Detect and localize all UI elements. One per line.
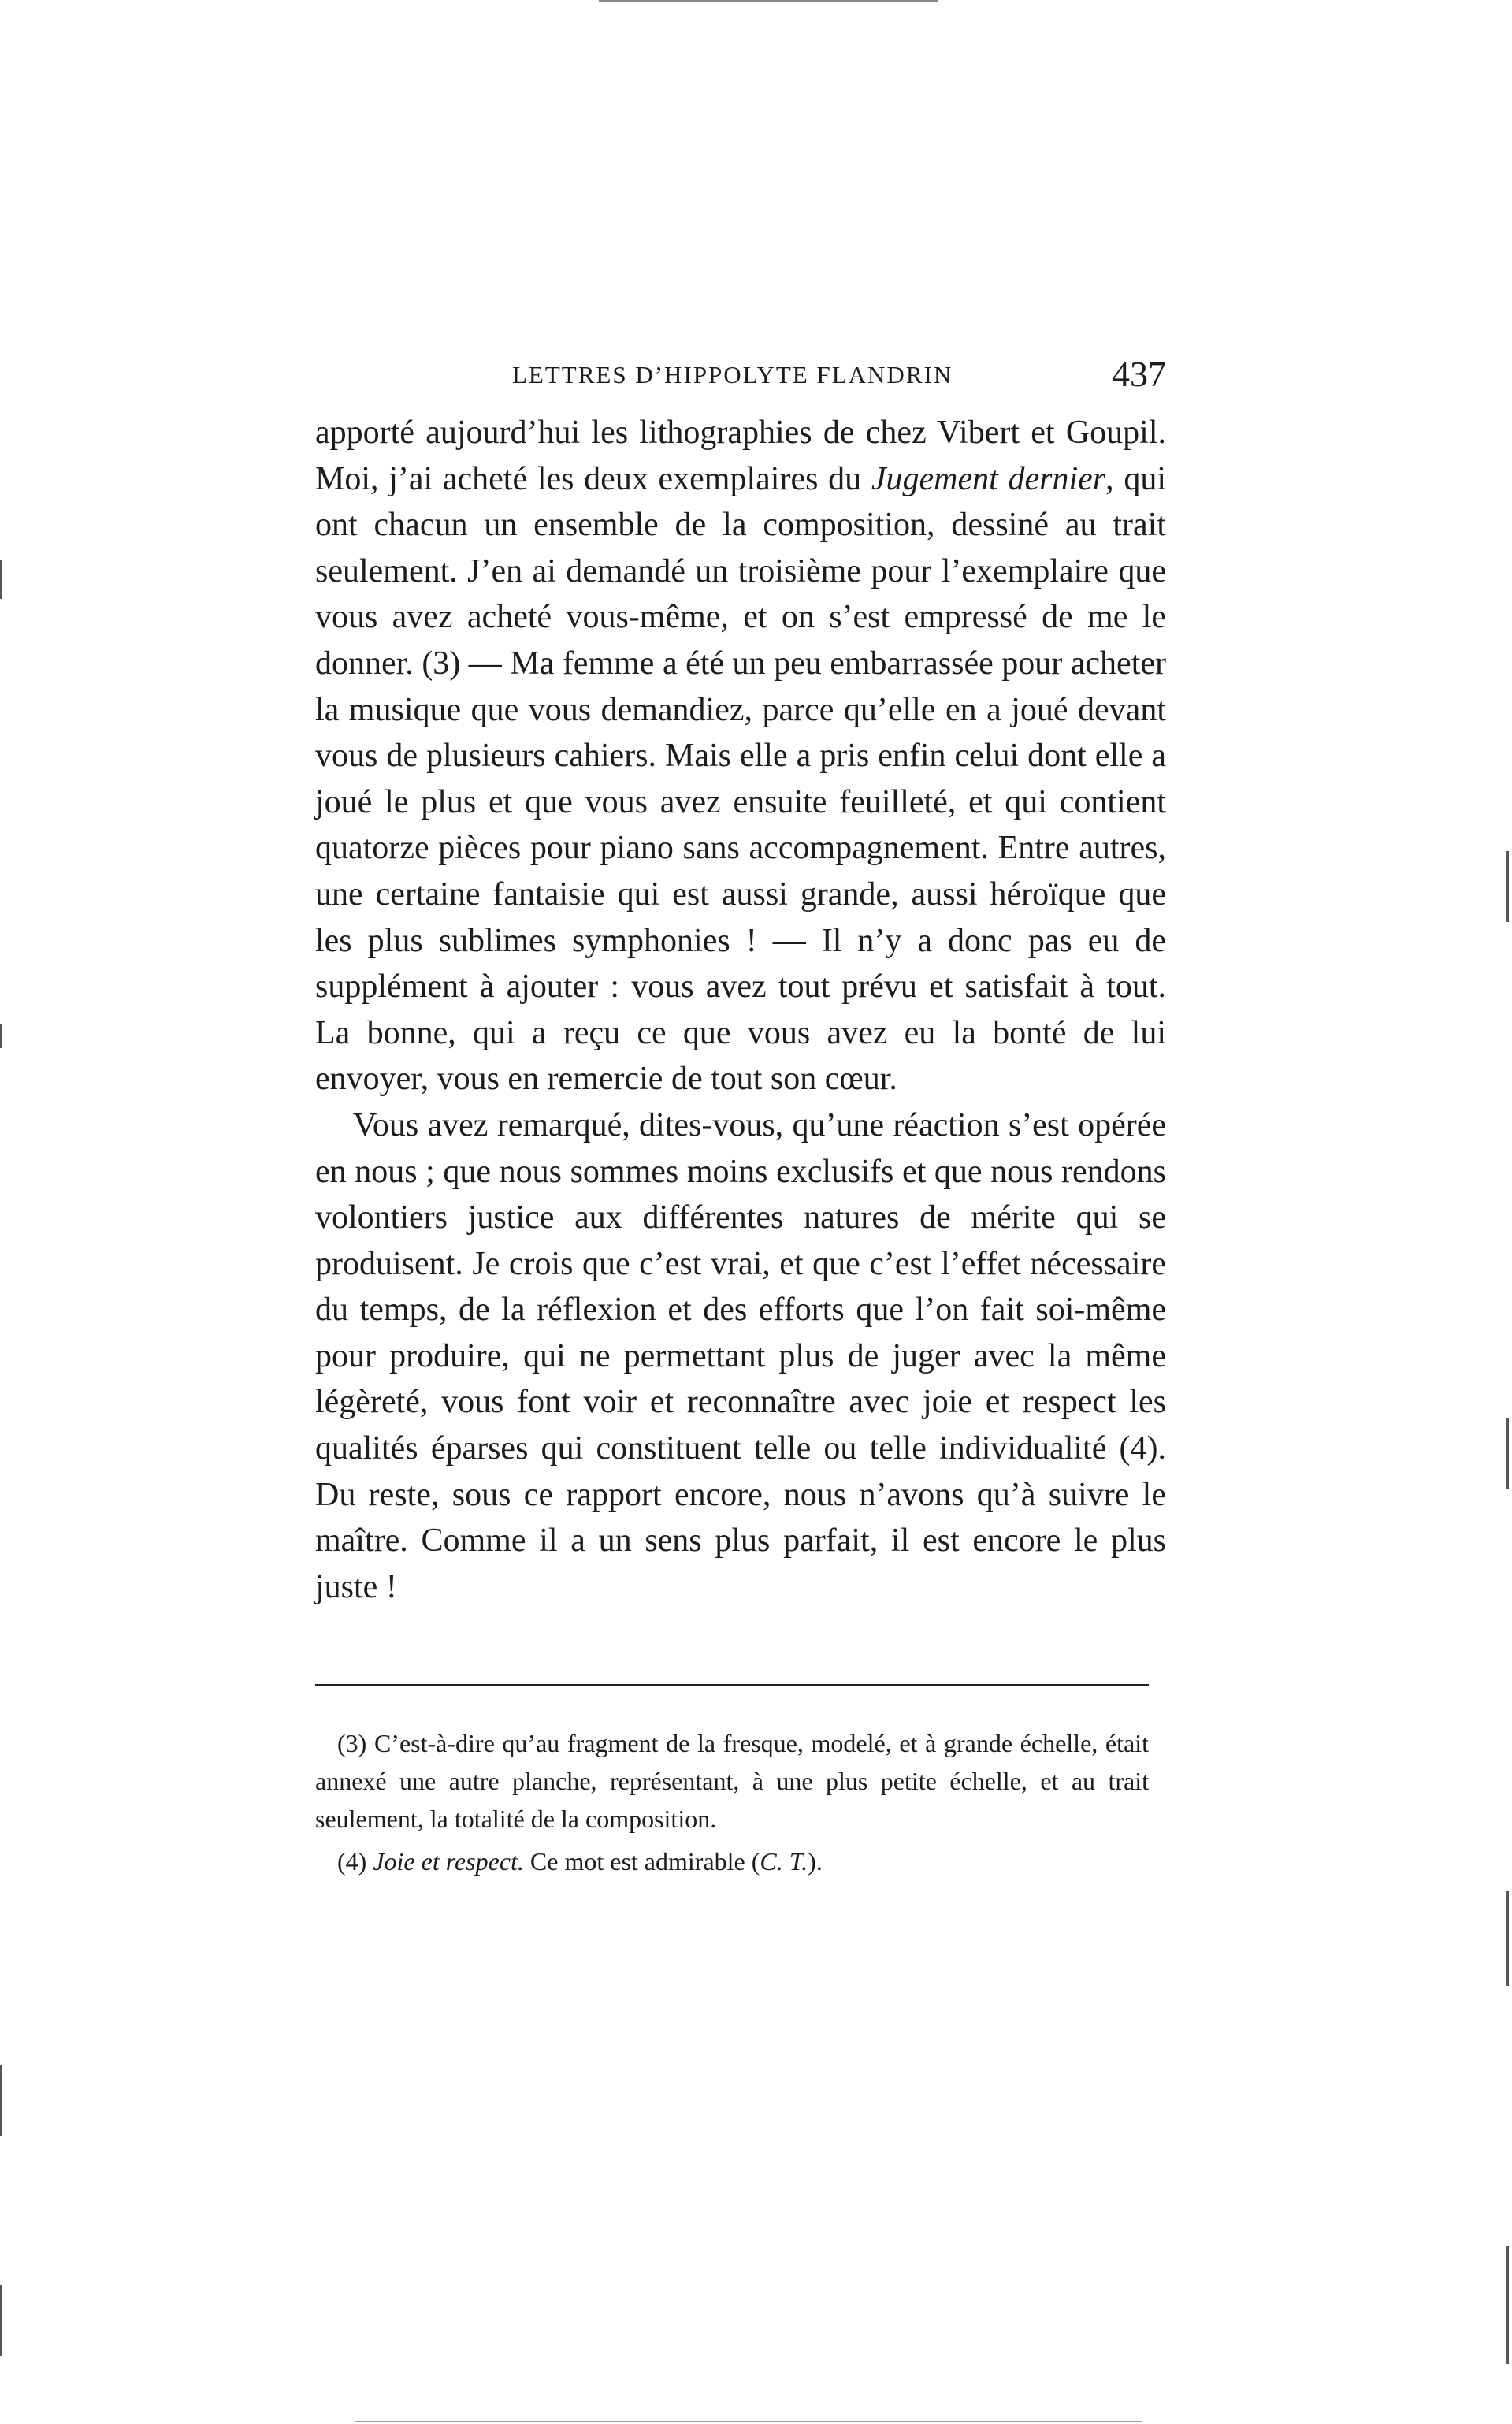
scan-mark-right-2	[1506, 1418, 1509, 1489]
footnotes	[315, 1724, 1149, 1885]
footnote-4-end: ).	[808, 1847, 823, 1876]
scan-mark-top	[599, 0, 938, 2]
scan-mark-right-1	[1506, 851, 1509, 922]
footnote-4	[315, 1842, 1149, 1880]
scan-mark-left-4	[0, 2285, 2, 2356]
scan-mark-right-3	[1506, 1891, 1509, 1986]
footnote-4-quote: Joie et respect.	[373, 1847, 524, 1876]
scan-mark-left-3	[0, 2065, 2, 2136]
paragraph-1-start: apporté aujourd’hui les lithographies de chez Vibert et Goupil. Moi, j’ai acheté les deux exemplaires du	[315, 415, 1166, 497]
title-jugement-dernier: Jugement dernier	[871, 460, 1106, 497]
scan-mark-bottom	[355, 2421, 1142, 2422]
running-title: LETTRES D’HIPPOLYTE FLANDRIN	[512, 361, 953, 389]
scan-mark-right-4	[1506, 2246, 1509, 2364]
scan-mark-left-1	[0, 560, 2, 599]
page-number: 437	[1112, 354, 1166, 394]
body-text	[315, 410, 1166, 1610]
footnote-4-text: Ce mot est admirable (	[523, 1847, 760, 1876]
paragraph-1	[315, 410, 1166, 1102]
footnote-rule	[315, 1684, 1149, 1686]
paragraph-1-rest: , qui ont chacun un ensemble de la composition, dessiné au trait seulement. J’en ai demandé un troisième pour l’exemplaire que vous avez acheté vous-même, et on s’est empressé de me le donner. (3) — Ma femme a été un peu embarrassée pour acheter la musique que vous demandiez, parce qu’elle en a joué devant vous de plusieurs cahiers. Mais elle a pris enfin celui dont elle a joué le plus et que vous avez ensuite feuilleté, et qui contient quatorze pièces pour piano sans accompagnement. Entre autres, une certaine fantaisie qui est aussi grande, aussi héroïque que les plus sublimes symphonies ! — Il n’y a donc pas eu de supplément à ajouter : vous avez tout prévu et satisfait à tout. La bonne, qui a reçu ce que vous avez eu la bonté de lui envoyer, vous en remercie de tout son cœur.	[315, 460, 1166, 1098]
running-head	[315, 353, 1166, 400]
footnote-3: (3) C’est-à-dire qu’au fragment de la fresque, modelé, et à grande échelle, était annexé une autre planche, représentant, à une plus petite échelle, et au trait seulement, la totalité de la composition.	[315, 1729, 1149, 1833]
paragraph-2: Vous avez remarqué, dites-vous, qu’une réaction s’est opérée en nous ; que nous sommes moins exclusifs et que nous rendons volontiers justice aux différentes natures de mérite qui se produisent. Je crois que c’est vrai, et que c’est l’effet nécessaire du temps, de la réflexion et des efforts que l’on fait soi-même pour produire, qui ne permettant plus de juger avec la même légèreté, vous font voir et reconnaître avec joie et respect les qualités éparses qui constituent telle ou telle individualité (4). Du reste, sous ce rapport encore, nous n’avons qu’à suivre le maître. Comme il a un sens plus parfait, il est encore le plus juste !	[315, 1106, 1166, 1605]
footnote-4-number: (4)	[337, 1847, 373, 1876]
scan-mark-left-2	[0, 1024, 2, 1048]
footnote-4-initials: C. T.	[760, 1847, 808, 1876]
